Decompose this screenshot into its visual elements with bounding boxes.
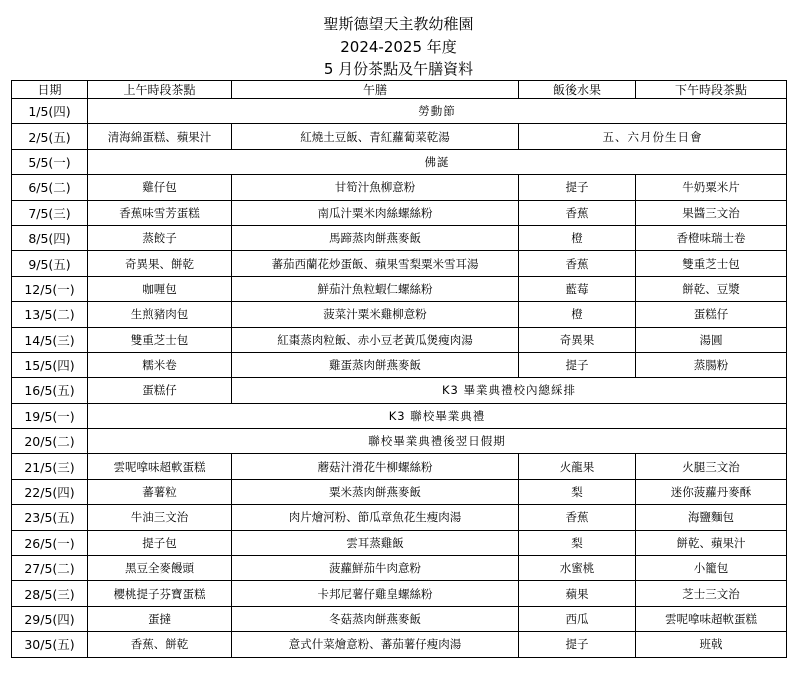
pm-snack-cell: 果醬三文治 bbox=[636, 200, 787, 225]
table-row bbox=[12, 454, 787, 479]
date-cell: 14/5(三) bbox=[12, 327, 88, 352]
fruit-cell: 橙 bbox=[519, 302, 636, 327]
table-row bbox=[12, 149, 787, 174]
date-cell: 19/5(一) bbox=[12, 403, 88, 428]
event-cell: 五、六月份生日會 bbox=[519, 124, 787, 149]
fruit-cell: 梨 bbox=[519, 479, 636, 504]
date-cell: 9/5(五) bbox=[12, 251, 88, 276]
lunch-cell: 紅燒土豆飯、青紅蘿蔔菜乾湯 bbox=[232, 124, 519, 149]
pm-snack-cell: 湯圓 bbox=[636, 327, 787, 352]
fruit-cell: 提子 bbox=[519, 632, 636, 657]
am-snack-cell: 生煎豬肉包 bbox=[88, 302, 232, 327]
fruit-cell: 蘋果 bbox=[519, 581, 636, 606]
pm-snack-cell: 牛奶粟米片 bbox=[636, 175, 787, 200]
lunch-cell: 卡邦尼薯仔雞皇螺絲粉 bbox=[232, 581, 519, 606]
table-row bbox=[12, 327, 787, 352]
school-name: 聖斯德望天主教幼稚園 bbox=[323, 15, 474, 33]
am-snack-cell: 咖喱包 bbox=[88, 276, 232, 301]
table-row bbox=[12, 378, 787, 403]
lunch-cell: 鮮茄汁魚粒蝦仁螺絲粉 bbox=[232, 276, 519, 301]
am-snack-cell: 提子包 bbox=[88, 530, 232, 555]
date-cell: 29/5(四) bbox=[12, 606, 88, 631]
pm-snack-cell: 蒸腸粉 bbox=[636, 352, 787, 377]
date-cell: 2/5(五) bbox=[12, 124, 88, 149]
lunch-cell: 菠蘿鮮茄牛肉意粉 bbox=[232, 556, 519, 581]
table-row bbox=[12, 175, 787, 200]
fruit-cell: 香蕉 bbox=[519, 200, 636, 225]
date-cell: 28/5(三) bbox=[12, 581, 88, 606]
fruit-cell: 西瓜 bbox=[519, 606, 636, 631]
menu-table bbox=[11, 80, 787, 658]
lunch-cell: 蘑菇汁滑花牛柳螺絲粉 bbox=[232, 454, 519, 479]
am-snack-cell: 蛋撻 bbox=[88, 606, 232, 631]
table-row bbox=[12, 429, 787, 454]
column-header-pm-snack: 下午時段茶點 bbox=[636, 81, 787, 99]
pm-snack-cell: 蛋糕仔 bbox=[636, 302, 787, 327]
lunch-cell: 甘筍汁魚柳意粉 bbox=[232, 175, 519, 200]
table-row bbox=[12, 200, 787, 225]
fruit-cell: 提子 bbox=[519, 352, 636, 377]
am-snack-cell: 清海綿蛋糕、蘋果汁 bbox=[88, 124, 232, 149]
date-cell: 15/5(四) bbox=[12, 352, 88, 377]
table-row bbox=[12, 352, 787, 377]
am-snack-cell: 蒸餃子 bbox=[88, 225, 232, 250]
lunch-cell: 粟米蒸肉餅燕麥飯 bbox=[232, 479, 519, 504]
am-snack-cell: 蛋糕仔 bbox=[88, 378, 232, 403]
table-row bbox=[12, 124, 787, 149]
fruit-cell: 火龍果 bbox=[519, 454, 636, 479]
pm-snack-cell: 海鹽麵包 bbox=[636, 505, 787, 530]
column-header-lunch: 午膳 bbox=[232, 81, 519, 99]
fruit-cell: 橙 bbox=[519, 225, 636, 250]
fruit-cell: 藍莓 bbox=[519, 276, 636, 301]
menu-table-body bbox=[12, 99, 787, 658]
am-snack-cell: 雙重芝士包 bbox=[88, 327, 232, 352]
fruit-cell: 香蕉 bbox=[519, 251, 636, 276]
date-cell: 21/5(三) bbox=[12, 454, 88, 479]
date-cell: 30/5(五) bbox=[12, 632, 88, 657]
pm-snack-cell: 火腿三文治 bbox=[636, 454, 787, 479]
holiday-cell: 聯校畢業典禮後翌日假期 bbox=[88, 429, 787, 454]
holiday-cell: K3 聯校畢業典禮 bbox=[88, 403, 787, 428]
pm-snack-cell: 芝士三文治 bbox=[636, 581, 787, 606]
lunch-cell: 冬菇蒸肉餅燕麥飯 bbox=[232, 606, 519, 631]
lunch-cell: 南瓜汁粟米肉絲螺絲粉 bbox=[232, 200, 519, 225]
lunch-cell: 馬蹄蒸肉餅燕麥飯 bbox=[232, 225, 519, 250]
event-cell: K3 畢業典禮校內總綵排 bbox=[232, 378, 787, 403]
date-cell: 13/5(二) bbox=[12, 302, 88, 327]
pm-snack-cell: 班戟 bbox=[636, 632, 787, 657]
table-row bbox=[12, 505, 787, 530]
table-row bbox=[12, 581, 787, 606]
pm-snack-cell: 雲呢嗱味超軟蛋糕 bbox=[636, 606, 787, 631]
am-snack-cell: 牛油三文治 bbox=[88, 505, 232, 530]
date-cell: 12/5(一) bbox=[12, 276, 88, 301]
am-snack-cell: 雞仔包 bbox=[88, 175, 232, 200]
lunch-cell: 紅棗蒸肉粒飯、赤小豆老黃瓜煲瘦肉湯 bbox=[232, 327, 519, 352]
column-header-fruit: 飯後水果 bbox=[519, 81, 636, 99]
fruit-cell: 奇異果 bbox=[519, 327, 636, 352]
table-row bbox=[12, 632, 787, 657]
table-row bbox=[12, 276, 787, 301]
table-row bbox=[12, 556, 787, 581]
am-snack-cell: 奇異果、餅乾 bbox=[88, 251, 232, 276]
fruit-cell: 梨 bbox=[519, 530, 636, 555]
school-year: 2024-2025 年度 bbox=[340, 38, 457, 56]
table-row bbox=[12, 251, 787, 276]
pm-snack-cell: 餅乾、豆漿 bbox=[636, 276, 787, 301]
pm-snack-cell: 雙重芝士包 bbox=[636, 251, 787, 276]
lunch-cell: 菠菜汁粟米雞柳意粉 bbox=[232, 302, 519, 327]
am-snack-cell: 蕃薯粒 bbox=[88, 479, 232, 504]
am-snack-cell: 香蕉味雪芳蛋糕 bbox=[88, 200, 232, 225]
column-header-date: 日期 bbox=[12, 81, 88, 99]
date-cell: 22/5(四) bbox=[12, 479, 88, 504]
date-cell: 23/5(五) bbox=[12, 505, 88, 530]
holiday-cell: 勞動節 bbox=[88, 99, 787, 124]
date-cell: 7/5(三) bbox=[12, 200, 88, 225]
pm-snack-cell: 餅乾、蘋果汁 bbox=[636, 530, 787, 555]
holiday-cell: 佛誕 bbox=[88, 149, 787, 174]
table-row bbox=[12, 530, 787, 555]
lunch-cell: 肉片燴河粉、節瓜章魚花生瘦肉湯 bbox=[232, 505, 519, 530]
date-cell: 1/5(四) bbox=[12, 99, 88, 124]
pm-snack-cell: 迷你菠蘿丹麥酥 bbox=[636, 479, 787, 504]
am-snack-cell: 雲呢嗱味超軟蛋糕 bbox=[88, 454, 232, 479]
lunch-cell: 蕃茄西蘭花炒蛋飯、蘋果雪梨粟米雪耳湯 bbox=[232, 251, 519, 276]
table-row bbox=[12, 606, 787, 631]
lunch-cell: 雲耳蒸雞飯 bbox=[232, 530, 519, 555]
fruit-cell: 提子 bbox=[519, 175, 636, 200]
table-row bbox=[12, 403, 787, 428]
date-cell: 27/5(二) bbox=[12, 556, 88, 581]
date-cell: 6/5(二) bbox=[12, 175, 88, 200]
table-row bbox=[12, 479, 787, 504]
table-row bbox=[12, 302, 787, 327]
fruit-cell: 香蕉 bbox=[519, 505, 636, 530]
pm-snack-cell: 香橙味瑞士卷 bbox=[636, 225, 787, 250]
column-header-am-snack: 上午時段茶點 bbox=[88, 81, 232, 99]
am-snack-cell: 黑豆全麥饅頭 bbox=[88, 556, 232, 581]
date-cell: 20/5(二) bbox=[12, 429, 88, 454]
date-cell: 26/5(一) bbox=[12, 530, 88, 555]
am-snack-cell: 櫻桃提子芬寶蛋糕 bbox=[88, 581, 232, 606]
pm-snack-cell: 小籠包 bbox=[636, 556, 787, 581]
table-header-row bbox=[12, 81, 787, 99]
table-row bbox=[12, 99, 787, 124]
menu-title: 5 月份茶點及午膳資料 bbox=[323, 60, 474, 78]
fruit-cell: 水蜜桃 bbox=[519, 556, 636, 581]
am-snack-cell: 糯米卷 bbox=[88, 352, 232, 377]
table-row bbox=[12, 225, 787, 250]
lunch-cell: 雞蛋蒸肉餅燕麥飯 bbox=[232, 352, 519, 377]
am-snack-cell: 香蕉、餅乾 bbox=[88, 632, 232, 657]
lunch-cell: 意式什菜燴意粉、蕃茄薯仔瘦肉湯 bbox=[232, 632, 519, 657]
date-cell: 8/5(四) bbox=[12, 225, 88, 250]
date-cell: 16/5(五) bbox=[12, 378, 88, 403]
date-cell: 5/5(一) bbox=[12, 149, 88, 174]
